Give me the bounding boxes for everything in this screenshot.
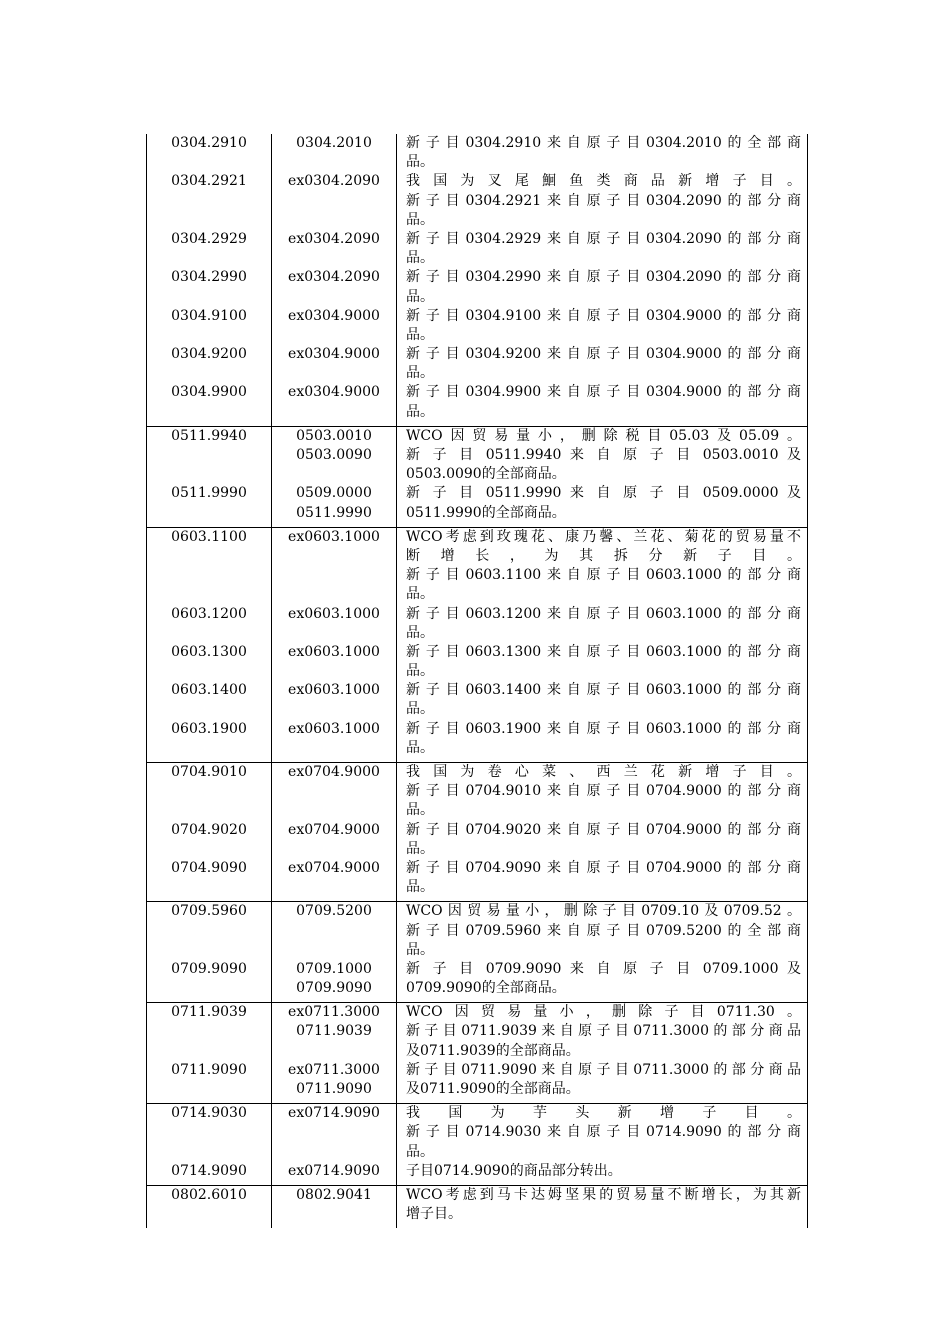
cell-padding [272,897,396,901]
new-code: 0603.1300 [171,643,247,660]
description-line: 新子目0304.2910来自原子目0304.2010的全部商 [406,135,801,151]
blank-line [272,249,396,268]
description-line: WCO考虑到马卡达姆坚果的贸易量不断增长，为其新 [406,1186,801,1203]
description-line: 品。 [406,365,434,382]
description-line: 新子目0304.9200来自原子目0304.9000的部分商 [406,346,801,363]
description-line: 新子目0714.9030来自原子目0714.9090的部分商 [406,1124,801,1141]
description-line: 品。 [406,403,434,420]
cell-padding [397,523,807,527]
cell-padding [397,422,807,426]
table-group [147,134,808,426]
new-code-cell [147,426,272,527]
description-line: 新子目0304.2921来自原子目0304.2090的部分商 [406,192,801,209]
cell-padding [272,422,396,426]
table-group [147,902,808,1003]
old-code: 0709.1000 [296,960,372,977]
old-code: ex0714.9090 [288,1162,380,1179]
new-code: 0711.9090 [171,1061,247,1078]
old-code: ex0603.1000 [288,528,380,545]
description-line: 我国为卷心菜、西兰花新增子目。 [406,764,801,780]
new-code: 0603.1900 [171,720,247,737]
new-code: 0603.1100 [171,528,247,545]
old-code: ex0603.1000 [288,682,380,699]
blank-line [147,1080,271,1099]
old-code: 0802.9041 [296,1186,372,1203]
old-code-cell [272,134,397,426]
new-code-cell [147,1185,272,1228]
description-line: 及0711.9039的全部商品。 [406,1042,580,1059]
cell-padding [272,1099,396,1103]
blank-line [147,566,271,585]
new-code: 0704.9010 [171,764,247,780]
old-code: ex0304.2090 [288,269,380,286]
cell-padding [397,758,807,762]
blank-line [147,364,271,383]
description-line: 品。 [406,701,434,718]
cell-padding [147,897,271,901]
old-code: ex0704.9000 [288,859,380,876]
description-line: 0511.9990的全部商品。 [406,504,566,521]
new-code: 0511.9940 [171,427,247,444]
old-code-cell [272,527,397,762]
old-code-cell [272,426,397,527]
cell-padding [397,1181,807,1185]
cell-padding [147,998,271,1002]
new-code-cell [147,763,272,902]
blank-line [147,922,271,941]
blank-line [272,782,396,801]
old-code: ex0603.1000 [288,605,380,622]
description-line: 品。 [406,663,434,680]
description-line: 0709.9090的全部商品。 [406,980,566,997]
description-line: 品。 [406,586,434,603]
description-line: 品。 [406,840,434,857]
blank-line [147,1143,271,1162]
blank-line [147,1123,271,1142]
blank-line [147,662,271,681]
blank-line [147,446,271,465]
old-code: ex0304.9000 [288,307,380,324]
table-body [147,134,808,1228]
description-line: 我国为叉尾鮰鱼类商品新增子目。 [406,173,801,190]
description-line: 品。 [406,624,434,641]
old-code: 0503.0010 [296,427,372,444]
blank-line [147,465,271,484]
blank-line [272,192,396,211]
new-code-cell [147,902,272,1003]
blank-line [147,211,271,230]
description-line: 断增长，为其拆分新子目。 [406,547,801,564]
blank-line [147,1022,271,1041]
description-line: 品。 [406,250,434,267]
old-code: 0709.5200 [296,903,372,920]
description-line: WCO因贸易量小，删除税目05.03及05.09。 [406,427,801,444]
new-code: 0704.9090 [171,859,247,876]
blank-line [147,840,271,859]
old-code: ex0304.2090 [288,173,380,190]
old-code: 0711.9039 [296,1023,372,1040]
description-line: 新子目0304.9900来自原子目0304.9000的部分商 [406,384,801,401]
blank-line [147,979,271,998]
old-code: ex0704.9000 [288,764,380,780]
description-line: 增子目。 [406,1206,462,1223]
description-line: 品。 [406,326,434,343]
blank-line [147,878,271,897]
new-code: 0709.5960 [171,903,247,920]
cell-padding [147,758,271,762]
old-code: 0503.0090 [296,447,372,463]
description-line: 品。 [406,154,434,171]
new-code: 0304.9200 [171,346,247,363]
description-line: WCO考虑到玫瑰花、康乃馨、兰花、菊花的贸易量不 [406,528,801,545]
blank-line [147,403,271,422]
description-line: 新子目0711.9039来自原子目0711.3000的部分商品 [406,1023,801,1040]
new-code: 0304.2929 [171,230,247,247]
description-line: 新子目0603.1100来自原子目0603.1000的部分商 [406,567,801,584]
blank-line [147,801,271,820]
description-line: 新 子 目 0709.9090 来 自 原 子 目 0709.1000 及 [406,960,801,977]
new-code: 0304.9900 [171,384,247,401]
blank-line [147,782,271,801]
blank-line [147,941,271,960]
description-line: 品。 [406,879,434,896]
blank-line [272,922,396,941]
description-line: 品。 [406,739,434,756]
description-line: 新子目0603.1300来自原子目0603.1000的部分商 [406,643,801,660]
description-line: 我国为芋头新增子目。 [406,1105,801,1122]
old-code: ex0304.2090 [288,230,380,247]
description-line: 品。 [406,802,434,819]
description-line: 新子目0304.2990来自原子目0304.2090的部分商 [406,269,801,286]
description-line: WCO因贸易量小，删除子目0709.10及0709.52。 [406,903,801,920]
new-code: 0711.9039 [171,1004,247,1021]
description-line: 品。 [406,941,434,958]
blank-line [272,1143,396,1162]
blank-line [272,840,396,859]
description-cell [397,1104,808,1186]
old-code-cell [272,902,397,1003]
cell-padding [397,897,807,901]
blank-line [147,1205,271,1224]
description-cell [397,1185,808,1228]
blank-line [147,1042,271,1061]
new-code: 0511.9990 [171,485,247,502]
blank-line [272,941,396,960]
new-code: 0304.9100 [171,307,247,324]
old-code: ex0714.9090 [288,1105,380,1122]
cell-padding [147,1224,271,1228]
old-code: ex0711.3000 [288,1061,380,1078]
blank-line [147,700,271,719]
code-table [146,134,808,1228]
new-code: 0714.9090 [171,1162,247,1179]
new-code-cell [147,1104,272,1186]
blank-line [147,249,271,268]
blank-line [147,326,271,345]
blank-line [272,801,396,820]
old-code-cell [272,763,397,902]
description-cell [397,426,808,527]
cell-padding [147,1099,271,1103]
description-line: 及0711.9090的全部商品。 [406,1081,580,1097]
new-code: 0603.1200 [171,605,247,622]
new-code-cell [147,134,272,426]
blank-line [147,192,271,211]
blank-line [272,566,396,585]
blank-line [272,700,396,719]
description-line: 新子目0603.1200来自原子目0603.1000的部分商 [406,605,801,622]
description-line: 新子目0304.9100来自原子目0304.9000的部分商 [406,307,801,324]
cell-padding [272,1181,396,1185]
description-cell [397,1003,808,1104]
description-line: 新子目0704.9020来自原子目0704.9000的部分商 [406,821,801,838]
blank-line [272,739,396,758]
cell-padding [272,758,396,762]
blank-line [272,1205,396,1224]
cell-padding [272,523,396,527]
old-code: 0304.2010 [296,135,372,151]
description-line: 新子目0704.9090来自原子目0704.9000的部分商 [406,859,801,876]
blank-line [272,1042,396,1061]
description-line: 新子目0603.1900来自原子目0603.1000的部分商 [406,720,801,737]
cell-padding [272,998,396,1002]
old-code: ex0304.9000 [288,384,380,401]
new-code: 0304.2921 [171,173,247,190]
description-line: 新子目0711.9090来自原子目0711.3000的部分商品 [406,1061,801,1078]
description-line: 品。 [406,288,434,305]
old-code-cell [272,1185,397,1228]
description-cell [397,527,808,762]
new-code: 0304.2990 [171,269,247,286]
blank-line [272,364,396,383]
old-code-cell [272,1104,397,1186]
description-line: WCO因贸易量小，删除子目0711.30。 [406,1004,801,1021]
blank-line [272,662,396,681]
description-line: 新子目0704.9010来自原子目0704.9000的部分商 [406,783,801,800]
table-group [147,527,808,762]
blank-line [272,326,396,345]
table-group [147,763,808,902]
description-cell [397,763,808,902]
description-cell [397,902,808,1003]
old-code: 0511.9990 [296,504,372,521]
blank-line [147,547,271,566]
old-code: ex0603.1000 [288,720,380,737]
blank-line [272,1123,396,1142]
description-line: 新 子 目 0511.9990 来 自 原 子 目 0509.0000 及 [406,485,801,502]
old-code: 0709.9090 [296,980,372,997]
new-code: 0603.1400 [171,682,247,699]
old-code: 0509.0000 [296,485,372,502]
old-code: 0711.9090 [296,1081,372,1097]
new-code-cell [147,527,272,762]
table-group [147,1104,808,1186]
blank-line [272,465,396,484]
blank-line [272,153,396,172]
blank-line [272,288,396,307]
description-line: 新子目0304.2929来自原子目0304.2090的部分商 [406,230,801,247]
table-group [147,426,808,527]
blank-line [272,585,396,604]
blank-line [147,585,271,604]
description-line: 新子目0709.5960来自原子目0709.5200的全部商 [406,922,801,939]
new-code: 0704.9020 [171,821,247,838]
blank-line [272,624,396,643]
old-code: ex0304.9000 [288,346,380,363]
cell-padding [147,523,271,527]
description-cell [397,134,808,426]
blank-line [147,153,271,172]
cell-padding [147,1181,271,1185]
new-code: 0802.6010 [171,1186,247,1203]
cell-padding [397,998,807,1002]
old-code: ex0603.1000 [288,643,380,660]
description-line: 子目0714.9090的商品部分转出。 [406,1162,622,1179]
new-code: 0304.2910 [171,135,247,151]
description-line: 品。 [406,1143,434,1160]
new-code-cell [147,1003,272,1104]
cell-padding [147,422,271,426]
blank-line [272,547,396,566]
table-group [147,1003,808,1104]
old-code: ex0711.3000 [288,1004,380,1021]
table-group [147,1185,808,1228]
old-code-cell [272,1003,397,1104]
cell-padding [272,1224,396,1228]
description-line: 新 子 目 0511.9940 来 自 原 子 目 0503.0010 及 [406,447,801,463]
tariff-correlation-table [146,134,804,1228]
blank-line [147,288,271,307]
cell-padding [397,1099,807,1103]
blank-line [272,403,396,422]
old-code: ex0704.9000 [288,821,380,838]
description-line: 品。 [406,211,434,228]
new-code: 0714.9030 [171,1105,247,1122]
blank-line [147,739,271,758]
blank-line [147,504,271,523]
blank-line [272,211,396,230]
blank-line [272,878,396,897]
blank-line [147,624,271,643]
cell-padding [397,1224,807,1228]
description-line: 新子目0603.1400来自原子目0603.1000的部分商 [406,682,801,699]
description-line: 0503.0090的全部商品。 [406,466,566,483]
new-code: 0709.9090 [171,960,247,977]
